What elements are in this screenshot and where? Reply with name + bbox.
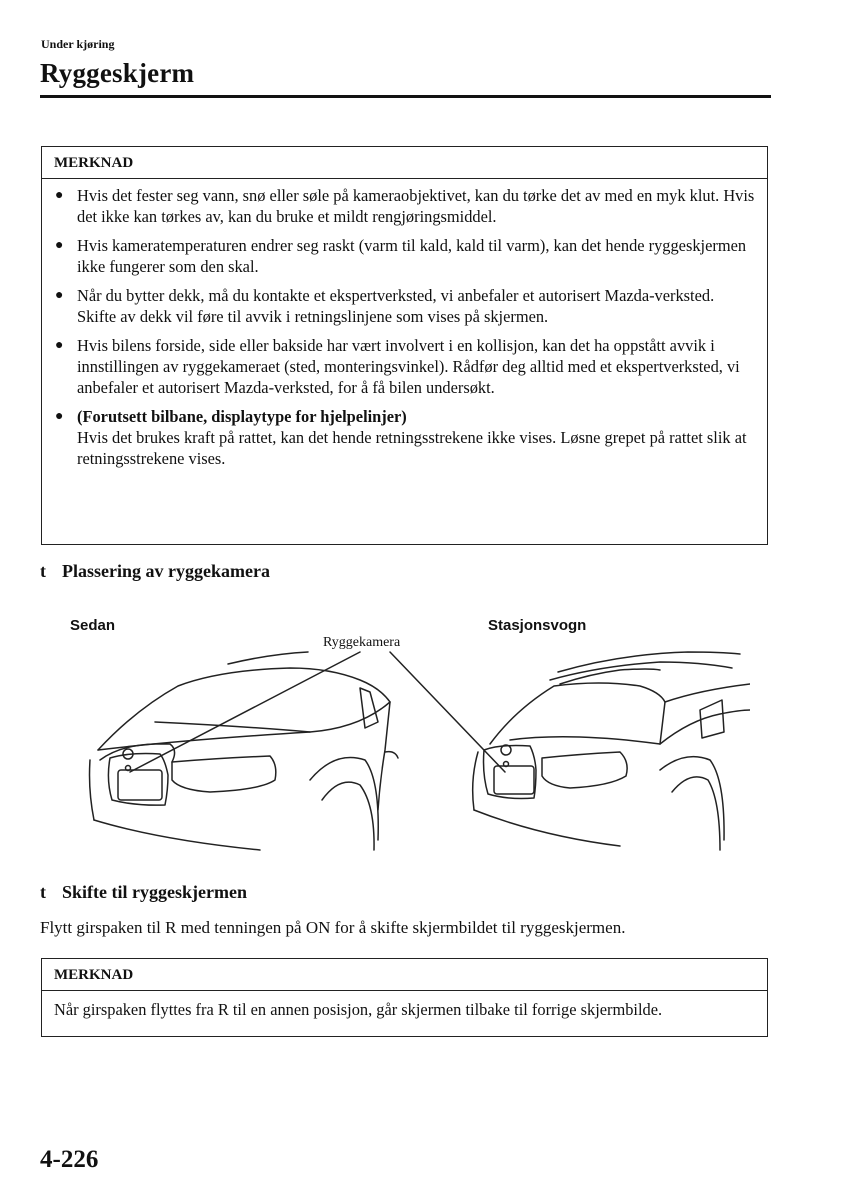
note-item-text: Hvis det fester seg vann, snø eller søle på kameraobjektivet, kan du tørke det av med en myk klut. Hvis det ikke kan tørkes av, kan du bruke et mildt rengjøringsmiddel. [77,186,755,226]
figure-callout-camera: Ryggekamera [323,635,401,650]
note-item [54,406,755,469]
note-item [54,185,755,227]
note-item-text: Hvis det brukes kraft på rattet, kan det hende retningsstrekene ikke vises. Løsne grepet på rattet slik at retningsstrekene vises. [77,428,747,468]
bullet-icon: ● [55,409,64,424]
section-label: Under kjøring [41,37,115,51]
sedan-rear-drawing [90,652,399,850]
bullet-icon: ● [55,188,64,203]
note-label: MERKNAD [42,959,767,991]
title-rule [40,95,771,98]
section-heading-switch-screen [40,882,247,903]
figure-label-sedan: Sedan [70,617,116,634]
rear-camera-location-illustration [60,640,750,860]
note-item-subheading: (Forutsett bilbane, displaytype for hjelpelinjer) [77,407,407,426]
section-heading-text: Plassering av ryggekamera [62,561,270,581]
note-item-text: Når du bytter dekk, må du kontakte et ekspertverksted, vi anbefaler et autorisert Mazda-verksted. Skifte av dekk vil føre til avvik i retningslinjene som vises på skjermen. [77,286,715,326]
note-item [54,285,755,327]
bullet-icon: ● [55,238,64,253]
page-title: Ryggeskjerm [40,58,195,88]
note-item-text: Hvis kameratemperaturen endrer seg raskt (varm til kald, kald til varm), kan det hende ryggeskjermen ikke fungerer som den skal. [77,236,747,276]
section-marker: t [40,561,46,581]
note-item [54,335,755,398]
bullet-icon: ● [55,288,64,303]
wagon-rear-drawing [473,652,750,850]
note-box-1 [41,146,768,545]
note-item-text: Hvis bilens forside, side eller bakside har vært involvert i en kollisjon, kan det ha oppstått avvik i innstillingen av ryggekameraet (sted, monteringsvinkel). Rådfør deg alltid med et ekspertverksted, vi anbefaler et autorisert Mazda-verksted, for å få bilen undersøkt. [77,336,740,397]
figure-label-wagon: Stasjonsvogn [488,617,587,634]
note-text: Når girspaken flyttes fra R til en annen posisjon, går skjermen tilbake til forrige skjermbilde. [54,1000,663,1019]
note-box-2 [41,958,768,1037]
note-label: MERKNAD [42,147,767,179]
note-body [42,179,767,475]
section-heading-text: Skifte til ryggeskjermen [62,882,247,902]
bullet-icon: ● [55,338,64,353]
section-heading-camera-location [40,561,270,582]
note-body [42,991,767,1026]
body-paragraph: Flytt girspaken til R med tenningen på ON for å skifte skjermbildet til ryggeskjermen. [40,918,626,937]
note-item [54,235,755,277]
section-marker: t [40,882,46,902]
page-number: 4-226 [40,1146,99,1173]
